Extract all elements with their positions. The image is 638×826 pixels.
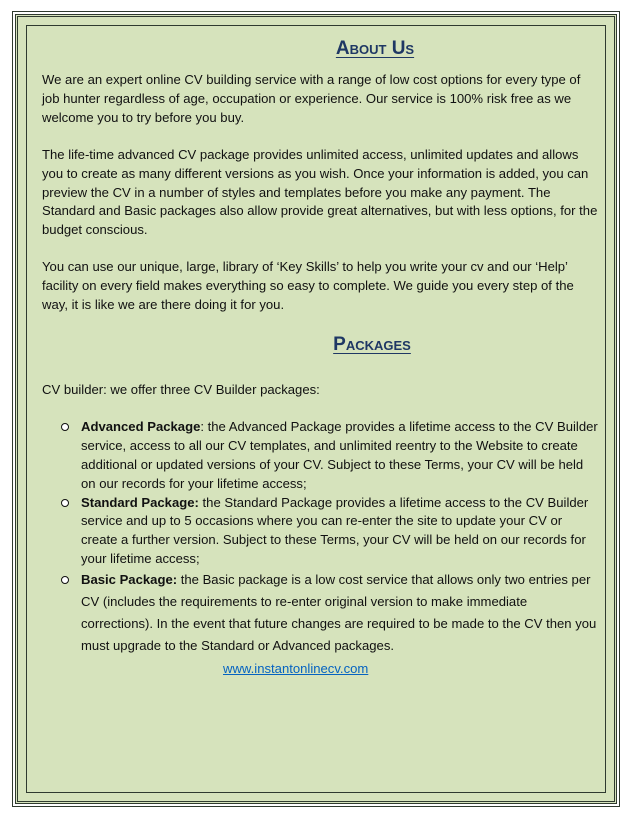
bullet-icon (61, 423, 69, 431)
document-body (42, 37, 598, 679)
package-description: the Basic package is a low cost service that allows only two entries per CV (includes the requirements to re-enter original version to make immediate corrections). In the event that future changes are required to be made to the CV then you must upgrade to the Standard or Advanced packages. (81, 572, 597, 654)
list-item-basic (61, 569, 598, 657)
page-border (15, 14, 617, 804)
package-name: Standard Package: (81, 494, 199, 510)
about-heading: About Us (335, 38, 415, 59)
packages-heading: Packages (333, 333, 411, 355)
about-paragraph-2: The life-time advanced CV package provides unlimited access, unlimited updates and allows you to create as many different versions as you wish. Once your information is added, you can preview the CV in a number of styles and templates before you make any payment. The Standard and Basic packages also allow provide great alternatives, but with less options, for the budget conscious. (42, 146, 598, 238)
package-name: Basic Package: (81, 572, 178, 588)
package-name: Advanced Package (81, 418, 201, 434)
about-paragraph-1: We are an expert online CV building service with a range of low cost options for every type of job hunter regardless of age, occupation or experience. Our service is 100% risk free as we welcome you to try before you buy. (42, 72, 581, 125)
bullet-icon (61, 499, 69, 507)
package-description: the Standard Package provides a lifetime access to the CV Builder service and up to 5 occasions where you can re-enter the site to update your CV or create a further version. Subject to these Terms, your CV will be held on our records for your lifetime access; (81, 494, 589, 567)
packages-list (42, 418, 598, 657)
bullet-icon (61, 576, 69, 584)
about-paragraph-3: You can use our unique, large, library of ‘Key Skills’ to help you write your cv and our ‘Help’ facility on every field makes everything so easy to complete. We guide you every step of the way, it is like we are there doing it for you. (42, 259, 574, 313)
list-item-advanced (61, 418, 598, 494)
website-link[interactable]: www.instantonlinecv.com (223, 661, 369, 677)
packages-intro: CV builder: we offer three CV Builder packages: (42, 381, 320, 397)
package-description: : the Advanced Package provides a lifetime access to the CV Builder service, access to all our CV templates, and unlimited reentry to the Website to create additional or updated versions of your CV. Subject to these Terms, your CV will be held on our records for your lifetime access; (81, 418, 598, 491)
list-item-standard (61, 494, 598, 570)
